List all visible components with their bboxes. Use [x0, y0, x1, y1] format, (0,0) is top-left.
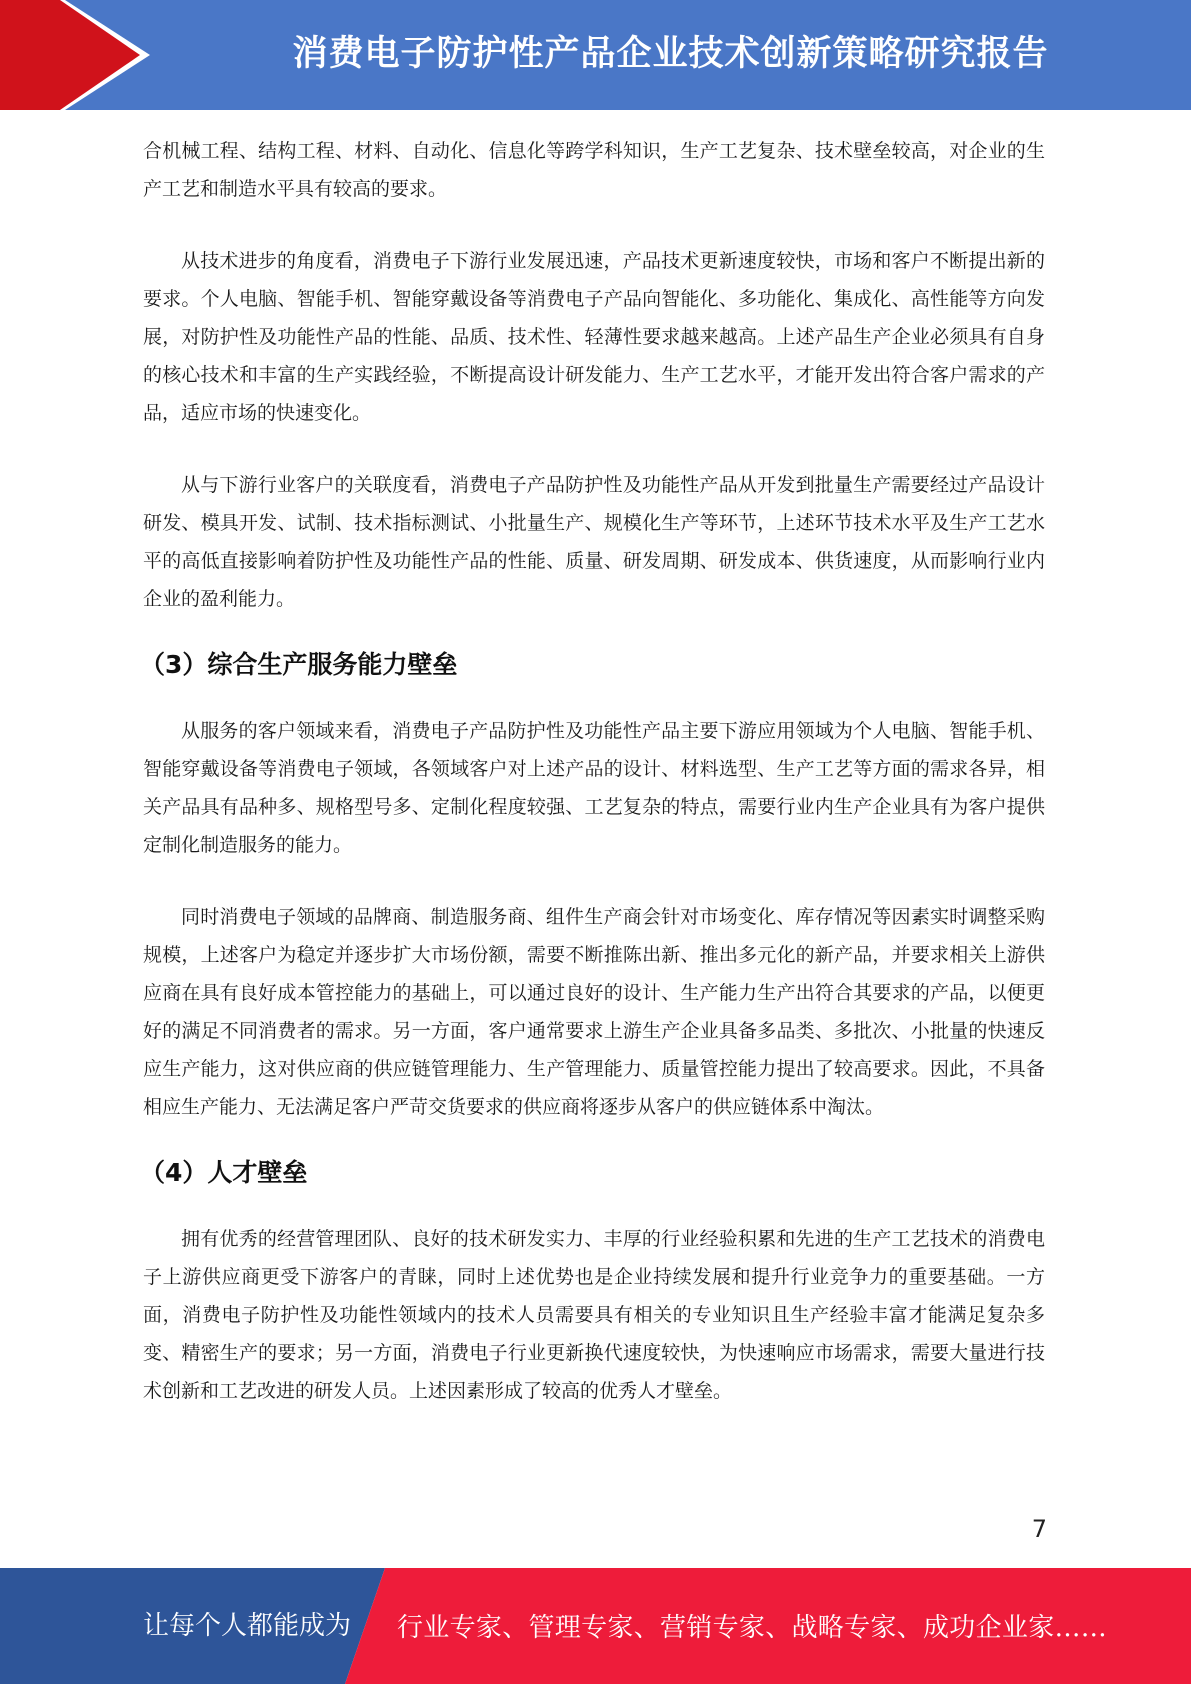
section-heading-talent: （4）人才壁垒 — [140, 1158, 308, 1187]
paragraph-brand-adjust: 同时消费电子领域的品牌商、制造服务商、组件生产商会针对市场变化、库存情况等因素实时调整采购规模，上述客户为稳定并逐步扩大市场份额，需要不断推陈出新、推出多元化的新产品，并要求相关上游供应商在具有良好成本管控能力的基础上，可以通过良好的设计、生产能力生产出符合其要求的产品，以便更好的满足不同消费者的需求。另一方面，客户通常要求上游生产企业具备多品类、多批次、小批量的快速反应生产能力，这对供应商的供应链管理能力、生产管理能力、质量管控能力提出了较高要求。因此，不具备相应生产能力、无法满足客户严苛交货要求的供应商将逐步从客户的供应链体系中淘汰。 — [143, 906, 1045, 1118]
paragraph-service-domain: 从服务的客户领域来看，消费电子产品防护性及功能性产品主要下游应用领域为个人电脑、智能手机、智能穿戴设备等消费电子领域，各领域客户对上述产品的设计、材料选型、生产工艺等方面的需求各异，相关产品具有品种多、规格型号多、定制化程度较强、工艺复杂的特点，需要行业内生产企业具有为客户提供定制化制造服务的能力。 — [143, 720, 1045, 856]
paragraph-talent: 拥有优秀的经营管理团队、良好的技术研发实力、丰厚的行业经验积累和先进的生产工艺技术的消费电子上游供应商更受下游客户的青睐，同时上述优势也是企业持续发展和提升行业竞争力的重要基础。一方面，消费电子防护性及功能性领域内的技术人员需要具有相关的专业知识且生产经验丰富才能满足复杂多变、精密生产的要求；另一方面，消费电子行业更新换代速度较快，为快速响应市场需求，需要大量进行技术创新和工艺改进的研发人员。上述因素形成了较高的优秀人才壁垒。 — [143, 1228, 1045, 1402]
page-header — [0, 0, 1191, 110]
section-heading-production-service: （3）综合生产服务能力壁垒 — [140, 650, 458, 679]
paragraph-continued: 合机械工程、结构工程、材料、自动化、信息化等跨学科知识，生产工艺复杂、技术壁垒较高，对企业的生产工艺和制造水平具有较高的要求。 — [143, 140, 1045, 200]
page-footer — [0, 1568, 1191, 1684]
footer-slogan-right: 行业专家、管理专家、营销专家、战略专家、成功企业家…… — [397, 1613, 1108, 1643]
paragraph-customer-relation: 从与下游行业客户的关联度看，消费电子产品防护性及功能性产品从开发到批量生产需要经过产品设计研发、模具开发、试制、技术指标测试、小批量生产、规模化生产等环节，上述环节技术水平及生产工艺水平的高低直接影响着防护性及功能性产品的性能、质量、研发周期、研发成本、供货速度，从而影响行业内企业的盈利能力。 — [143, 474, 1045, 610]
page-body — [140, 132, 1045, 1410]
report-title: 消费电子防护性产品企业技术创新策略研究报告 — [292, 34, 1049, 74]
header-chevron-icon — [0, 0, 150, 110]
footer-slogan-left: 让每个人都能成为 — [143, 1611, 352, 1641]
page-number: 7 — [1031, 1515, 1047, 1543]
paragraph-tech-progress: 从技术进步的角度看，消费电子下游行业发展迅速，产品技术更新速度较快，市场和客户不断提出新的要求。个人电脑、智能手机、智能穿戴设备等消费电子产品向智能化、多功能化、集成化、高性能等方向发展，对防护性及功能性产品的性能、品质、技术性、轻薄性要求越来越高。上述产品生产企业必须具有自身的核心技术和丰富的生产实践经验，不断提高设计研发能力、生产工艺水平，才能开发出符合客户需求的产品，适应市场的快速变化。 — [143, 250, 1045, 424]
